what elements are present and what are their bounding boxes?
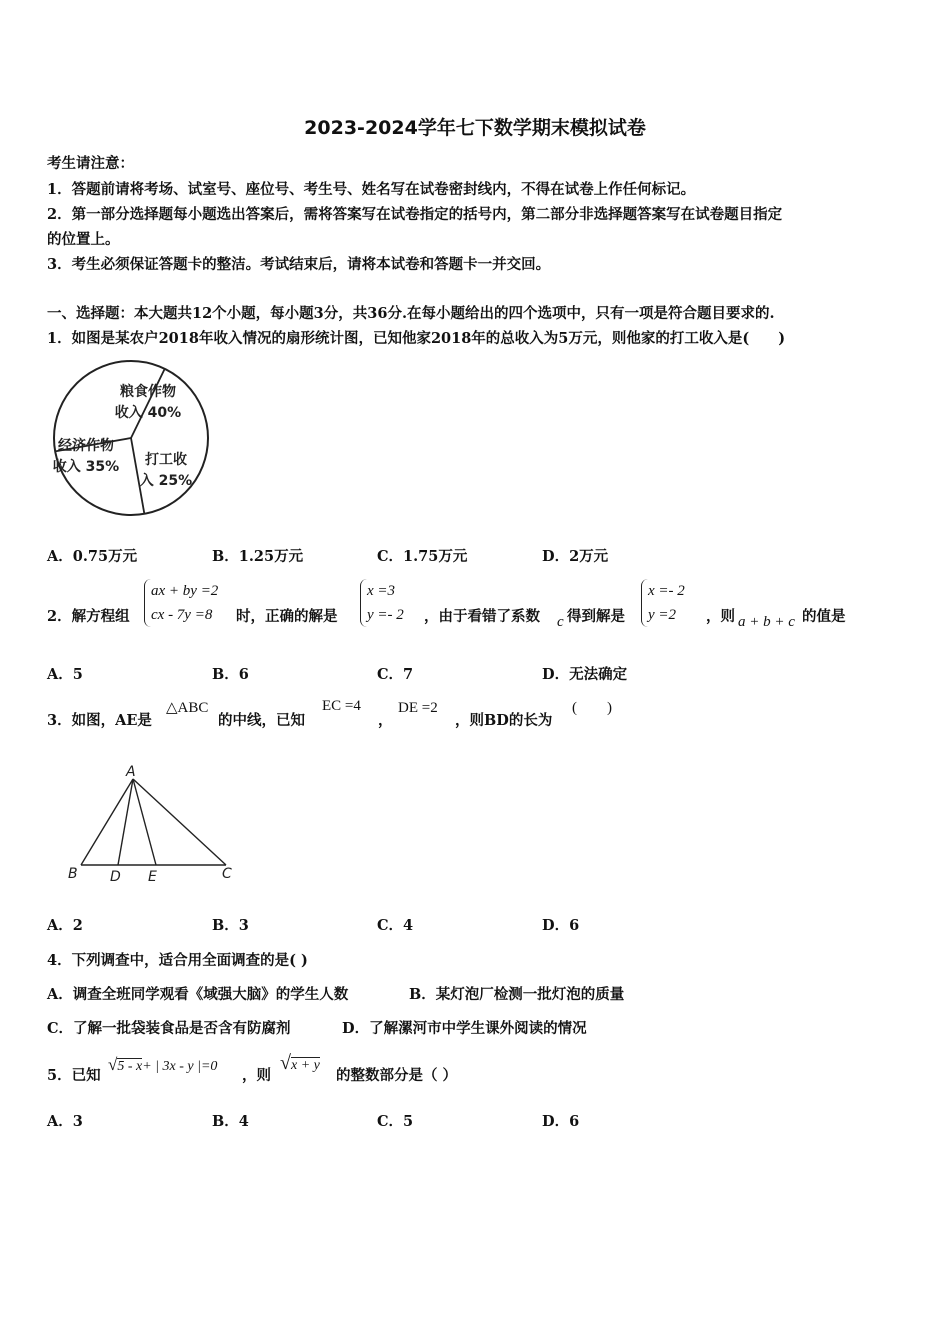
q2-stem-part4: 得到解是 xyxy=(567,608,625,625)
q2-equation-1: ax + by =2 xyxy=(151,583,219,599)
q2-correct-x: x =3 xyxy=(367,583,396,599)
pie-label-economic-line1: 经济作物 xyxy=(58,438,114,454)
pie-slice-boundary xyxy=(131,369,165,438)
q2-equation-system xyxy=(144,579,218,627)
segment-ae xyxy=(133,779,156,865)
q3-triangle: △ABC xyxy=(166,700,209,716)
vertex-label-d: D xyxy=(110,869,121,885)
notice-heading: 考生请注意： xyxy=(47,155,134,172)
q5-option-a[interactable]: A．3 xyxy=(47,1113,83,1130)
page-title: 2023-2024学年七下数学期末模拟试卷 xyxy=(304,117,646,139)
q2-wrong-solution xyxy=(641,579,685,627)
q1-option-c[interactable]: C．1.75万元 xyxy=(377,548,468,565)
q2-option-c[interactable]: C．7 xyxy=(377,666,414,683)
q2-option-d[interactable]: D．无法确定 xyxy=(542,666,628,683)
vertex-label-c: C xyxy=(222,866,232,882)
q5-radicand-1: 5 - x xyxy=(117,1059,143,1074)
q2-stem-part5: ，则 xyxy=(706,608,735,625)
q5-expression-1: √5 - x+ | 3x - y |=0 xyxy=(108,1055,218,1074)
notice-item-2-cont: 的位置上。 xyxy=(47,231,120,248)
notice-item-1: 1．答题前请将考场、试室号、座位号、考生号、姓名写在试卷密封线内，不得在试卷上作任何标记。 xyxy=(47,181,696,198)
q3-de-value: DE =2 xyxy=(398,700,438,716)
pie-label-grain-line1: 粮食作物 xyxy=(120,384,176,400)
q4-stem: 4．下列调查中，适合用全面调查的是( ) xyxy=(47,952,308,969)
q2-equation-2: cx - 7y =8 xyxy=(151,607,213,623)
q2-option-b[interactable]: B．6 xyxy=(212,666,249,683)
q4-option-c[interactable]: C．了解一批袋装食品是否含有防腐剂 xyxy=(47,1020,291,1037)
q3-option-c[interactable]: C．4 xyxy=(377,917,414,934)
q4-option-a[interactable]: A．调查全班同学观看《域强大脑》的学生人数 xyxy=(47,986,349,1003)
pie-label-work-line2: 入 25% xyxy=(139,473,193,489)
q5-stem-part3: 的整数部分是（ ） xyxy=(336,1067,458,1084)
q1-option-b[interactable]: B．1.25万元 xyxy=(212,548,304,565)
q2-stem-part6: 的值是 xyxy=(802,608,846,625)
q3-option-d[interactable]: D．6 xyxy=(542,917,580,934)
q2-stem-part3: ，由于看错了系数 xyxy=(424,608,540,625)
pie-label-grain-line2: 收入 40% xyxy=(114,405,182,421)
q2-correct-y: y =- 2 xyxy=(367,607,404,623)
q5-stem-part2: ，则 xyxy=(242,1067,271,1084)
q5-expression-1-rest: + | 3x - y |=0 xyxy=(142,1059,218,1074)
q5-stem-part1: 5．已知 xyxy=(47,1067,101,1084)
q5-expression-2: √x + y xyxy=(280,1052,320,1074)
q1-option-a[interactable]: A．0.75万元 xyxy=(47,548,138,565)
q2-coefficient: c xyxy=(557,614,564,630)
q2-correct-solution xyxy=(360,579,404,627)
q2-wrong-y: y =2 xyxy=(648,607,677,623)
vertex-label-a: A xyxy=(126,764,136,780)
q3-comma: ， xyxy=(378,712,393,729)
q4-option-b[interactable]: B．某灯泡厂检测一批灯泡的质量 xyxy=(409,986,625,1003)
pie-label-economic-line2: 收入 35% xyxy=(52,459,120,475)
q1-option-d[interactable]: D．2万元 xyxy=(542,548,609,565)
q3-stem-part1: 3．如图，AE是 xyxy=(47,712,152,729)
pie-labels xyxy=(53,383,192,489)
q2-option-a[interactable]: A．5 xyxy=(47,666,83,683)
q3-stem-part3: ，则BD的长为 xyxy=(455,712,553,729)
q3-option-b[interactable]: B．3 xyxy=(212,917,249,934)
q5-option-c[interactable]: C．5 xyxy=(377,1113,414,1130)
segment-ac xyxy=(133,779,226,865)
q5-radicand-2: x + y xyxy=(290,1058,320,1073)
q2-wrong-x: x =- 2 xyxy=(648,583,685,599)
q3-answer-bracket: ( ) xyxy=(572,700,612,716)
q2-stem-part1: 2．解方程组 xyxy=(47,608,130,625)
pie-label-work-line1: 打工收 xyxy=(145,452,187,468)
q5-option-b[interactable]: B．4 xyxy=(212,1113,249,1130)
q1-stem: 1．如图是某农户2018年收入情况的扇形统计图，已知他家2018年的总收入为5万元，则他家的打工收入是( ) xyxy=(47,330,786,347)
vertex-label-e: E xyxy=(148,869,157,885)
notice-item-2: 2．第一部分选择题每小题选出答案后，需将答案写在试卷指定的括号内，第二部分非选择题答案写在试卷题目指定 xyxy=(47,206,783,223)
q3-option-a[interactable]: A．2 xyxy=(47,917,83,934)
q3-triangle-figure xyxy=(60,762,245,887)
q1-pie-chart xyxy=(48,358,218,522)
q3-ec-value: EC =4 xyxy=(322,698,361,714)
q5-option-d[interactable]: D．6 xyxy=(542,1113,580,1130)
section-heading: 一、选择题：本大题共12个小题，每小题3分，共36分.在每小题给出的四个选项中，只有一项是符合题目要求的. xyxy=(47,305,775,322)
q3-stem-part2: 的中线，已知 xyxy=(218,712,305,729)
vertex-label-b: B xyxy=(68,866,78,882)
q2-stem-part2: 时，正确的解是 xyxy=(236,608,338,625)
q4-option-d[interactable]: D．了解漯河市中学生课外阅读的情况 xyxy=(342,1020,587,1037)
notice-item-3: 3．考生必须保证答题卡的整洁。考试结束后，请将本试卷和答题卡一并交回。 xyxy=(47,256,551,273)
q2-target-expression: a + b + c xyxy=(738,614,795,630)
